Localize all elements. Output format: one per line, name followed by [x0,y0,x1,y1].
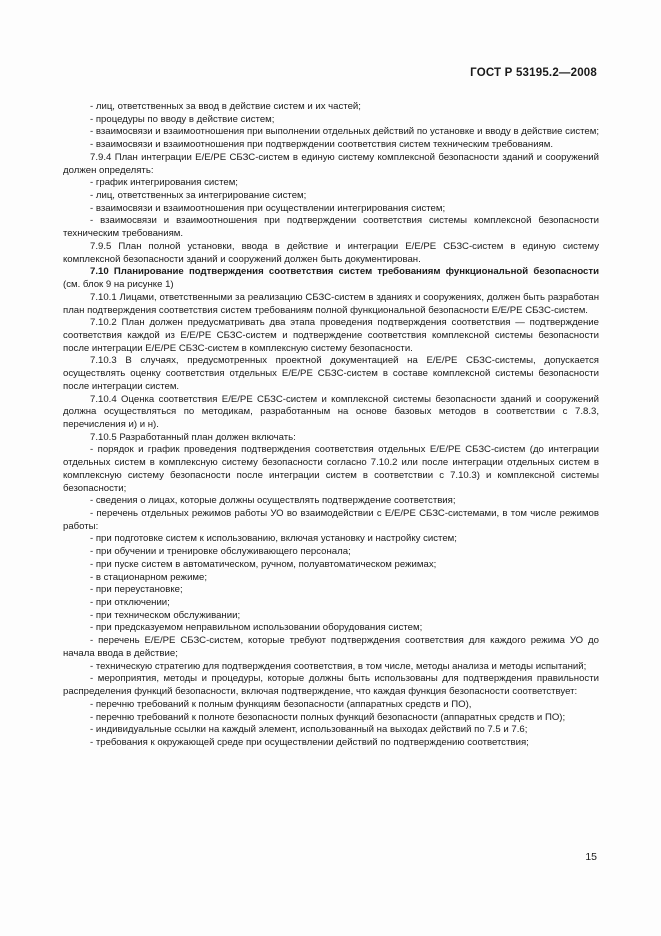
paragraph: - лиц, ответственных за интегрирование систем; [90,190,307,202]
paragraph: - при отключении; [90,597,170,609]
section-heading-reference: (см. блок 9 на рисунке 1) [63,279,174,291]
paragraph: - при обучении и тренировке обслуживающего персонала; [90,546,351,558]
paragraph: - взаимосвязи и взаимоотношения при выполнении отдельных действий по установке и вводу в действие систем; [90,126,600,138]
paragraph: - перечню требований к полноте безопасности полных функций безопасности (аппаратных средств и ПО); [90,711,566,723]
paragraph: 7.9.4 План интеграции Е/Е/РЕ СБЗС-систем в единую систему комплексной безопасности зданий и сооружений должен определять: [63,151,599,176]
paragraph: - при подготовке систем к использованию, включая установку и настройку систем; [90,533,457,545]
paragraph: - перечень Е/Е/РЕ СБЗС-систем, которые требуют подтверждения соответствия для каждого режима УО до начала ввода в действие; [63,635,599,659]
paragraph: - порядок и график проведения подтверждения соответствия отдельных Е/Е/РЕ СБЗС-систем (до интеграции отдельных систем в комплексную систему безопасности согласно 7.10.2 или после интеграции отдельных систем в комплексную систему безопасности после интеграции систем в соответствии с 7.10.3) и комплексной системы безопасности; [63,444,599,494]
paragraph: - лиц, ответственных за ввод в действие систем и их частей; [90,101,361,112]
section-heading-paragraph [63,266,599,291]
paragraph: 7.10.4 Оценка соответствия Е/Е/РЕ СБЗС-систем и комплексной системы безопасности зданий и сооружений должна осуществляться по методикам, разработанным на основе базовых методов в соответствии с 7.8.3, перечисления и) и н). [63,393,599,430]
paragraph: - при техническом обслуживании; [90,609,241,621]
paragraph: - график интегрирования систем; [90,177,238,189]
paragraph: - мероприятия, методы и процедуры, которые должны быть использованы для подтверждения правильности распределения функций безопасности, включая подтверждение, что каждая функция безопасности соответствует: [63,673,599,698]
paragraph: - взаимосвязи и взаимоотношения при подтверждении соответствия систем техническим требованиям. [90,139,554,151]
paragraph: 7.10.2 План должен предусматривать два этапа проведения подтверждения соответствия — подтверждение соответствия каждой из Е/Е/РЕ СБЗС-систем и подтверждение соответствия комплексной системы безопасности после интеграции Е/Е/РЕ СБЗС-систем в комплексную систему безопасности. [63,317,599,354]
paragraph: - при предсказуемом неправильном использовании оборудования систем; [90,622,423,634]
paragraph: 7.10.1 Лицами, ответственными за реализацию СБЗС-систем в зданиях и сооружениях, должен быть разработан план подтверждения соответствия систем требованиям полной функциональной безопасности Е/Е/РЕ СБЗС-систем. [63,291,599,316]
paragraph: - процедуры по вводу в действие систем; [90,113,275,125]
paragraph: - взаимосвязи и взаимоотношения при подтверждении соответствия системы комплексной безопасности техническим требованиям. [63,215,599,240]
paragraph: - индивидуальные ссылки на каждый элемент, использованный на выходах действий по 7.5 и 7.6; [90,724,528,736]
paragraph: - при пуске систем в автоматическом, ручном, полуавтоматическом режимах; [90,558,437,570]
paragraph: - сведения о лицах, которые должны осуществлять подтверждение соответствия; [90,495,456,507]
page-number: 15 [585,851,597,863]
paragraph: 7.9.5 План полной установки, ввода в действие и интеграции Е/Е/РЕ СБЗС-систем в единую систему комплексной безопасности зданий и сооружений должен быть документирован. [63,240,599,265]
paragraph: 7.10.5 Разработанный план должен включать: [90,431,296,443]
standard-header: ГОСТ Р 53195.2—2008 [470,67,597,79]
document-body [63,101,599,750]
section-heading: 7.10 Планирование подтверждения соответствия систем требованиям функциональной безопасности [90,266,599,278]
paragraph: - техническую стратегию для подтверждения соответствия, в том числе, методы анализа и методы испытаний; [90,660,587,672]
paragraph: - в стационарном режиме; [90,571,208,583]
paragraph: - требования к окружающей среде при осуществлении действий по подтверждению соответствия; [90,736,529,748]
paragraph: - перечню требований к полным функциям безопасности (аппаратных средств и ПО), [90,698,472,710]
paragraph: 7.10.3 В случаях, предусмотренных проектной документацией на Е/Е/РЕ СБЗС-системы, допускается осуществлять оценку соответствия отдельных Е/Е/РЕ СБЗС-систем в составе комплексной системы безопасности после интеграции систем. [63,355,599,392]
paragraph: - при переустановке; [90,584,183,596]
paragraph: - перечень отдельных режимов работы УО во взаимодействии с Е/Е/РЕ СБЗС-системами, в том числе режимов работы: [63,508,599,532]
paragraph: - взаимосвязи и взаимоотношения при осуществлении интегрирования систем; [90,202,446,214]
